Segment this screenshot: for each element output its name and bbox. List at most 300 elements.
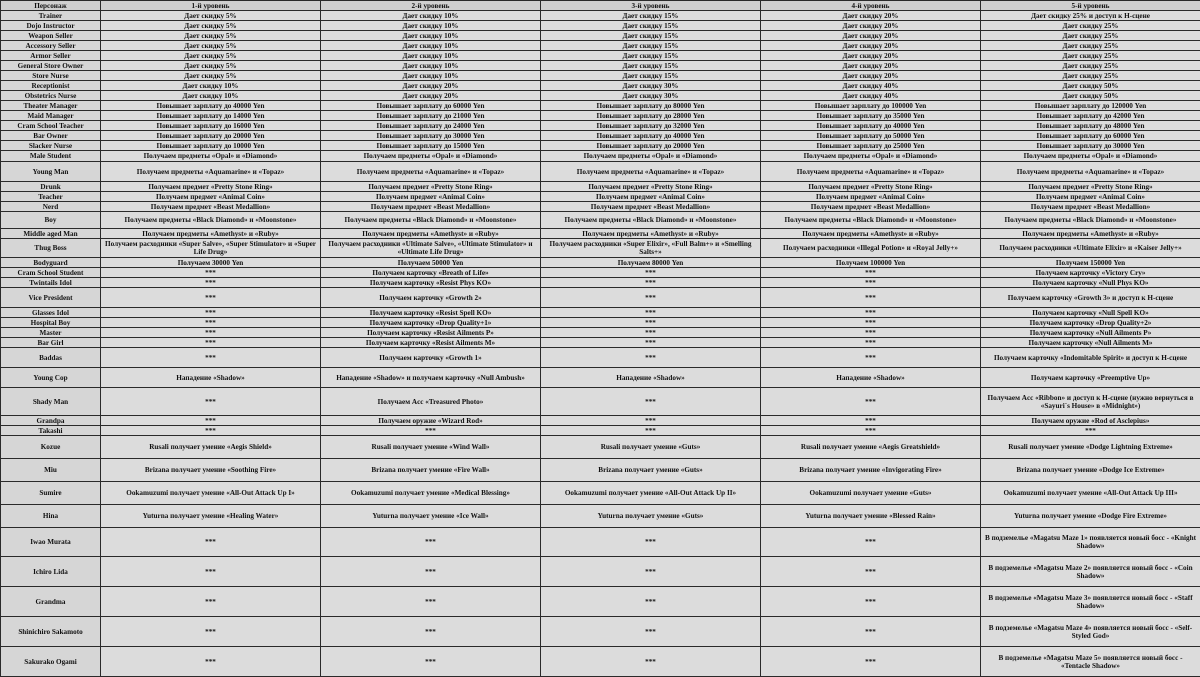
character-name: Young Man (1, 162, 101, 182)
level-1-cell: Rusali получает умение «Aegis Shield» (101, 436, 321, 459)
level-5-cell: Получаем карточку «Drop Quality+2» (981, 318, 1200, 328)
level-3-cell: Дает скидку 15% (541, 51, 761, 61)
table-row (1, 268, 1200, 278)
character-name: Grandpa (1, 416, 101, 426)
table-row (1, 482, 1200, 505)
level-4-cell: Повышает зарплату до 50000 Yen (761, 131, 981, 141)
table-row (1, 278, 1200, 288)
character-name: Thug Boss (1, 239, 101, 258)
level-2-cell: Получаем карточку «Breath of Life» (321, 268, 541, 278)
level-4-cell: Повышает зарплату до 25000 Yen (761, 141, 981, 151)
table-row (1, 162, 1200, 182)
level-4-cell: *** (761, 308, 981, 318)
character-name: Grandma (1, 587, 101, 617)
table-row (1, 81, 1200, 91)
level-2-cell: Нападение «Shadow» и получаем карточку «Null Ambush» (321, 368, 541, 388)
level-2-cell: Получаем предмет «Animal Coin» (321, 192, 541, 202)
character-name: Master (1, 328, 101, 338)
level-3-cell: Дает скидку 15% (541, 71, 761, 81)
table-row (1, 308, 1200, 318)
level-1-cell: Повышает зарплату до 40000 Yen (101, 101, 321, 111)
table-row (1, 338, 1200, 348)
level-5-cell: Brizana получает умение «Dodge Ice Extreme» (981, 459, 1200, 482)
level-4-cell: Повышает зарплату до 35000 Yen (761, 111, 981, 121)
level-3-cell: *** (541, 587, 761, 617)
level-2-cell: Получаем карточку «Resist Spell KO» (321, 308, 541, 318)
table-row (1, 557, 1200, 587)
character-name: Bar Girl (1, 338, 101, 348)
level-4-cell: *** (761, 328, 981, 338)
table-row (1, 239, 1200, 258)
level-1-cell: Нападение «Shadow» (101, 368, 321, 388)
character-name: Weapon Seller (1, 31, 101, 41)
level-3-cell: Получаем предмет «Animal Coin» (541, 192, 761, 202)
level-1-cell: Получаем предмет «Animal Coin» (101, 192, 321, 202)
level-5-cell: Повышает зарплату до 120000 Yen (981, 101, 1200, 111)
level-2-cell: Получаем карточку «Resist Ailments P» (321, 328, 541, 338)
table-row (1, 505, 1200, 528)
level-3-cell: *** (541, 557, 761, 587)
character-name: Iwao Murata (1, 528, 101, 557)
level-4-cell: Получаем предмет «Pretty Stone Ring» (761, 182, 981, 192)
character-name: Young Cop (1, 368, 101, 388)
table-row (1, 151, 1200, 162)
level-3-cell: *** (541, 388, 761, 416)
level-3-cell: *** (541, 338, 761, 348)
level-5-cell: Получаем расходники «Ultimate Elixir» и «Kaiser Jelly+» (981, 239, 1200, 258)
character-name: Obstetrics Nurse (1, 91, 101, 101)
level-5-cell: Получаем Acc «Ribbon» и доступ к Н-сцене (нужно вернуться в «Sayuri`s House» в «Midnight») (981, 388, 1200, 416)
character-name: Twintails Idol (1, 278, 101, 288)
level-1-cell: Дает скидку 5% (101, 51, 321, 61)
level-5-cell: Дает скидку 25% (981, 41, 1200, 51)
level-5-cell: Получаем предметы «Opal» и «Diamond» (981, 151, 1200, 162)
character-name: Trainer (1, 11, 101, 21)
level-1-cell: *** (101, 647, 321, 677)
level-2-cell: *** (321, 647, 541, 677)
level-1-cell: *** (101, 338, 321, 348)
level-1-cell: Повышает зарплату до 20000 Yen (101, 131, 321, 141)
level-3-cell: *** (541, 288, 761, 308)
level-5-cell: Получаем карточку «Growth 3» и доступ к Н-сцене (981, 288, 1200, 308)
level-4-cell: Дает скидку 20% (761, 61, 981, 71)
level-1-cell: Brizana получает умение «Soothing Fire» (101, 459, 321, 482)
character-name: Takashi (1, 426, 101, 436)
level-5-cell: Дает скидку 25% и доступ к Н-сцене (981, 11, 1200, 21)
character-name: Baddas (1, 348, 101, 368)
level-2-cell: Получаем карточку «Growth 1» (321, 348, 541, 368)
level-4-cell: Получаем расходники «Illegal Potion» и «Royal Jelly+» (761, 239, 981, 258)
character-name: Ichiro Lida (1, 557, 101, 587)
level-5-cell: Получаем 150000 Yen (981, 258, 1200, 268)
table-row (1, 436, 1200, 459)
level-3-cell: *** (541, 416, 761, 426)
level-3-cell: Дает скидку 15% (541, 61, 761, 71)
level-1-cell: Получаем расходники «Super Salve», «Super Stimulator» и «Super Life Drug» (101, 239, 321, 258)
level-3-cell: Повышает зарплату до 32000 Yen (541, 121, 761, 131)
header-character: Персонаж (1, 1, 101, 11)
level-5-cell: Получаем карточку «Null Spell KO» (981, 308, 1200, 318)
character-name: Bodyguard (1, 258, 101, 268)
level-1-cell: Получаем 30000 Yen (101, 258, 321, 268)
level-2-cell: Получаем 50000 Yen (321, 258, 541, 268)
level-1-cell: *** (101, 388, 321, 416)
table-row (1, 101, 1200, 111)
level-5-cell: Получаем предметы «Black Diamond» и «Moonstone» (981, 212, 1200, 229)
level-5-cell: *** (981, 426, 1200, 436)
level-1-cell: *** (101, 587, 321, 617)
header-level-4: 4-й уровень (761, 1, 981, 11)
level-4-cell: *** (761, 268, 981, 278)
level-3-cell: *** (541, 268, 761, 278)
character-name: Teacher (1, 192, 101, 202)
level-2-cell: Получаем карточку «Resist Ailments M» (321, 338, 541, 348)
level-5-cell: Дает скидку 25% (981, 51, 1200, 61)
level-1-cell: Дает скидку 10% (101, 91, 321, 101)
level-4-cell: *** (761, 557, 981, 587)
level-4-cell: Дает скидку 20% (761, 21, 981, 31)
level-3-cell: Ookamuzumi получает умение «All-Out Attack Up II» (541, 482, 761, 505)
level-3-cell: Нападение «Shadow» (541, 368, 761, 388)
level-5-cell: Дает скидку 50% (981, 91, 1200, 101)
character-name: Miu (1, 459, 101, 482)
level-5-cell: Получаем предмет «Pretty Stone Ring» (981, 182, 1200, 192)
level-2-cell: Получаем расходники «Ultimate Salve», «Ultimate Stimulator» и «Ultimate Life Drug» (321, 239, 541, 258)
level-5-cell: Rusali получает умение «Dodge Lightning Extreme» (981, 436, 1200, 459)
level-3-cell: Дает скидку 30% (541, 81, 761, 91)
character-name: Hina (1, 505, 101, 528)
level-3-cell: Дает скидку 15% (541, 41, 761, 51)
level-1-cell: Дает скидку 10% (101, 81, 321, 91)
level-2-cell: Дает скидку 10% (321, 71, 541, 81)
level-5-cell: В подземелье «Magatsu Maze 2» появляется новый босс - «Coin Shadow» (981, 557, 1200, 587)
character-name: Vice President (1, 288, 101, 308)
table-row (1, 182, 1200, 192)
level-2-cell: Повышает зарплату до 15000 Yen (321, 141, 541, 151)
table-row (1, 528, 1200, 557)
level-3-cell: Получаем предмет «Pretty Stone Ring» (541, 182, 761, 192)
level-2-cell: Получаем предметы «Black Diamond» и «Moonstone» (321, 212, 541, 229)
character-name: Armor Seller (1, 51, 101, 61)
level-5-cell: Ookamuzumi получает умение «All-Out Attack Up III» (981, 482, 1200, 505)
table-row (1, 587, 1200, 617)
level-4-cell: Ookamuzumi получает умение «Guts» (761, 482, 981, 505)
level-4-cell: Дает скидку 20% (761, 71, 981, 81)
level-2-cell: Получаем Acc «Treasured Photo» (321, 388, 541, 416)
header-level-1: 1-й уровень (101, 1, 321, 11)
level-1-cell: Yuturna получает умение «Healing Water» (101, 505, 321, 528)
character-name: Shady Man (1, 388, 101, 416)
level-3-cell: Дает скидку 15% (541, 31, 761, 41)
level-4-cell: Повышает зарплату до 40000 Yen (761, 121, 981, 131)
level-2-cell: *** (321, 426, 541, 436)
level-1-cell: *** (101, 278, 321, 288)
level-3-cell: *** (541, 348, 761, 368)
character-name: Middle aged Man (1, 229, 101, 239)
character-name: Maid Manager (1, 111, 101, 121)
level-3-cell: Yuturna получает умение «Guts» (541, 505, 761, 528)
level-4-cell: Дает скидку 40% (761, 81, 981, 91)
level-5-cell: Получаем предмет «Beast Medallion» (981, 202, 1200, 212)
level-3-cell: *** (541, 617, 761, 647)
character-name: Shinichiro Sakamoto (1, 617, 101, 647)
table-row (1, 131, 1200, 141)
level-4-cell: *** (761, 278, 981, 288)
level-2-cell: *** (321, 587, 541, 617)
table-row (1, 141, 1200, 151)
level-4-cell: Нападение «Shadow» (761, 368, 981, 388)
level-1-cell: Дает скидку 5% (101, 31, 321, 41)
level-3-cell: Дает скидку 15% (541, 11, 761, 21)
table-row (1, 288, 1200, 308)
level-1-cell: *** (101, 308, 321, 318)
level-4-cell: Дает скидку 20% (761, 11, 981, 21)
level-3-cell: *** (541, 328, 761, 338)
level-1-cell: Получаем предметы «Black Diamond» и «Moonstone» (101, 212, 321, 229)
level-5-cell: Yuturna получает умение «Dodge Fire Extreme» (981, 505, 1200, 528)
level-4-cell: *** (761, 416, 981, 426)
level-2-cell: Получаем оружие «Wizard Rod» (321, 416, 541, 426)
level-3-cell: Повышает зарплату до 20000 Yen (541, 141, 761, 151)
level-3-cell: Получаем расходники «Super Elixir», «Full Balm+» и «Smelling Salts+» (541, 239, 761, 258)
table-row (1, 111, 1200, 121)
level-1-cell: Дает скидку 5% (101, 11, 321, 21)
level-1-cell: *** (101, 617, 321, 647)
character-name: Sakurako Ogami (1, 647, 101, 677)
character-name: Male Student (1, 151, 101, 162)
level-1-cell: *** (101, 528, 321, 557)
level-1-cell: *** (101, 557, 321, 587)
level-4-cell: *** (761, 426, 981, 436)
level-1-cell: Повышает зарплату до 10000 Yen (101, 141, 321, 151)
character-name: General Store Owner (1, 61, 101, 71)
level-4-cell: Получаем предмет «Beast Medallion» (761, 202, 981, 212)
level-4-cell: Получаем предметы «Amethyst» и «Ruby» (761, 229, 981, 239)
level-2-cell: Получаем предметы «Opal» и «Diamond» (321, 151, 541, 162)
level-5-cell: Получаем карточку «Preemptive Up» (981, 368, 1200, 388)
table-row (1, 258, 1200, 268)
table-row (1, 31, 1200, 41)
header-level-3: 3-й уровень (541, 1, 761, 11)
level-5-cell: Дает скидку 50% (981, 81, 1200, 91)
character-name: Receptionist (1, 81, 101, 91)
character-name: Kozue (1, 436, 101, 459)
level-5-cell: Повышает зарплату до 30000 Yen (981, 141, 1200, 151)
table-row (1, 51, 1200, 61)
level-2-cell: Rusali получает умение «Wind Wall» (321, 436, 541, 459)
level-1-cell: Получаем предметы «Opal» и «Diamond» (101, 151, 321, 162)
level-3-cell: Дает скидку 15% (541, 21, 761, 31)
level-4-cell: *** (761, 617, 981, 647)
level-4-cell: Rusali получает умение «Aegis Greatshield» (761, 436, 981, 459)
level-4-cell: Yuturna получает умение «Blessed Rain» (761, 505, 981, 528)
character-name: Theater Manager (1, 101, 101, 111)
character-name: Nerd (1, 202, 101, 212)
level-4-cell: *** (761, 528, 981, 557)
character-name: Cram School Teacher (1, 121, 101, 131)
level-2-cell: *** (321, 617, 541, 647)
table-row (1, 91, 1200, 101)
level-1-cell: Ookamuzumi получает умение «All-Out Attack Up I» (101, 482, 321, 505)
character-name: Sumire (1, 482, 101, 505)
level-4-cell: Получаем предметы «Aquamarine» и «Topaz» (761, 162, 981, 182)
level-5-cell: Получаем предметы «Aquamarine» и «Topaz» (981, 162, 1200, 182)
level-5-cell: Получаем карточку «Victory Cry» (981, 268, 1200, 278)
header-level-2: 2-й уровень (321, 1, 541, 11)
table-body (1, 11, 1200, 677)
level-3-cell: Rusali получает умение «Guts» (541, 436, 761, 459)
level-4-cell: *** (761, 348, 981, 368)
level-2-cell: Получаем предметы «Aquamarine» и «Topaz» (321, 162, 541, 182)
level-5-cell: Получаем карточку «Null Ailments P» (981, 328, 1200, 338)
table-row (1, 459, 1200, 482)
level-4-cell: *** (761, 647, 981, 677)
level-2-cell: Повышает зарплату до 21000 Yen (321, 111, 541, 121)
level-5-cell: В подземелье «Magatsu Maze 3» появляется новый босс - «Staff Shadow» (981, 587, 1200, 617)
level-5-cell: Получаем оружие «Rod of Asclepius» (981, 416, 1200, 426)
character-name: Store Nurse (1, 71, 101, 81)
level-1-cell: Повышает зарплату до 14000 Yen (101, 111, 321, 121)
table-row (1, 121, 1200, 131)
level-5-cell: Получаем предметы «Amethyst» и «Ruby» (981, 229, 1200, 239)
level-2-cell: Дает скидку 10% (321, 11, 541, 21)
table-row (1, 318, 1200, 328)
level-5-cell: Повышает зарплату до 42000 Yen (981, 111, 1200, 121)
level-5-cell: Повышает зарплату до 48000 Yen (981, 121, 1200, 131)
level-1-cell: *** (101, 288, 321, 308)
table-row (1, 348, 1200, 368)
level-1-cell: Дает скидку 5% (101, 21, 321, 31)
table-row (1, 61, 1200, 71)
level-5-cell: Дает скидку 25% (981, 71, 1200, 81)
level-5-cell: Дает скидку 25% (981, 61, 1200, 71)
level-2-cell: Повышает зарплату до 60000 Yen (321, 101, 541, 111)
level-5-cell: Получаем карточку «Indomitable Spirit» и доступ к Н-сцене (981, 348, 1200, 368)
level-1-cell: *** (101, 268, 321, 278)
table-row (1, 202, 1200, 212)
level-4-cell: *** (761, 587, 981, 617)
level-5-cell: В подземелье «Magatsu Maze 5» появляется новый босс - «Tentacle Shadow» (981, 647, 1200, 677)
level-4-cell: *** (761, 388, 981, 416)
level-2-cell: Дает скидку 10% (321, 31, 541, 41)
table-row (1, 11, 1200, 21)
level-2-cell: Дает скидку 20% (321, 91, 541, 101)
table-row (1, 426, 1200, 436)
table-row (1, 212, 1200, 229)
table-row (1, 416, 1200, 426)
level-5-cell: Повышает зарплату до 60000 Yen (981, 131, 1200, 141)
level-3-cell: *** (541, 308, 761, 318)
table-row (1, 229, 1200, 239)
level-4-cell: *** (761, 288, 981, 308)
level-1-cell: *** (101, 416, 321, 426)
level-4-cell: Получаем предмет «Animal Coin» (761, 192, 981, 202)
level-1-cell: Получаем предмет «Beast Medallion» (101, 202, 321, 212)
character-name: Glasses Idol (1, 308, 101, 318)
header-row (1, 1, 1200, 11)
level-3-cell: *** (541, 318, 761, 328)
level-3-cell: Повышает зарплату до 28000 Yen (541, 111, 761, 121)
character-name: Boy (1, 212, 101, 229)
level-3-cell: Brizana получает умение «Guts» (541, 459, 761, 482)
level-2-cell: Yuturna получает умение «Ice Wall» (321, 505, 541, 528)
level-2-cell: Повышает зарплату до 24000 Yen (321, 121, 541, 131)
level-5-cell: В подземелье «Magatsu Maze 4» появляется новый босс - «Self-Styled God» (981, 617, 1200, 647)
table-row (1, 388, 1200, 416)
level-2-cell: Получаем предмет «Beast Medallion» (321, 202, 541, 212)
table-row (1, 192, 1200, 202)
table-row (1, 41, 1200, 51)
level-5-cell: Дает скидку 25% (981, 21, 1200, 31)
level-3-cell: Получаем предмет «Beast Medallion» (541, 202, 761, 212)
level-4-cell: Дает скидку 20% (761, 31, 981, 41)
level-4-cell: Дает скидку 40% (761, 91, 981, 101)
level-2-cell: Получаем карточку «Growth 2» (321, 288, 541, 308)
level-3-cell: Дает скидку 30% (541, 91, 761, 101)
level-2-cell: Brizana получает умение «Fire Wall» (321, 459, 541, 482)
level-2-cell: *** (321, 528, 541, 557)
level-1-cell: Дает скидку 5% (101, 41, 321, 51)
level-5-cell: Дает скидку 25% (981, 31, 1200, 41)
level-1-cell: *** (101, 348, 321, 368)
level-4-cell: Получаем предметы «Black Diamond» и «Moonstone» (761, 212, 981, 229)
level-3-cell: Получаем 80000 Yen (541, 258, 761, 268)
level-5-cell: Получаем предмет «Animal Coin» (981, 192, 1200, 202)
character-name: Dojo Instructor (1, 21, 101, 31)
level-4-cell: Дает скидку 20% (761, 41, 981, 51)
character-name: Hospital Boy (1, 318, 101, 328)
level-3-cell: *** (541, 528, 761, 557)
level-1-cell: *** (101, 328, 321, 338)
level-2-cell: Дает скидку 10% (321, 41, 541, 51)
table-row (1, 71, 1200, 81)
level-2-cell: Получаем предмет «Pretty Stone Ring» (321, 182, 541, 192)
character-name: Cram School Student (1, 268, 101, 278)
level-2-cell: Дает скидку 10% (321, 21, 541, 31)
level-4-cell: Brizana получает умение «Invigorating Fire» (761, 459, 981, 482)
level-3-cell: Получаем предметы «Aquamarine» и «Topaz» (541, 162, 761, 182)
level-2-cell: Получаем предметы «Amethyst» и «Ruby» (321, 229, 541, 239)
level-3-cell: *** (541, 426, 761, 436)
level-1-cell: *** (101, 318, 321, 328)
level-3-cell: Получаем предметы «Amethyst» и «Ruby» (541, 229, 761, 239)
level-1-cell: Получаем предметы «Amethyst» и «Ruby» (101, 229, 321, 239)
level-5-cell: Получаем карточку «Null Ailments M» (981, 338, 1200, 348)
level-2-cell: *** (321, 557, 541, 587)
level-1-cell: Получаем предметы «Aquamarine» и «Topaz» (101, 162, 321, 182)
level-2-cell: Получаем карточку «Resist Phys KO» (321, 278, 541, 288)
level-1-cell: Повышает зарплату до 16000 Yen (101, 121, 321, 131)
level-1-cell: *** (101, 426, 321, 436)
level-4-cell: Получаем 100000 Yen (761, 258, 981, 268)
level-3-cell: *** (541, 278, 761, 288)
level-5-cell: В подземелье «Magatsu Maze 1» появляется новый босс - «Knight Shadow» (981, 528, 1200, 557)
level-2-cell: Ookamuzumi получает умение «Medical Blessing» (321, 482, 541, 505)
level-2-cell: Дает скидку 10% (321, 51, 541, 61)
level-2-cell: Повышает зарплату до 30000 Yen (321, 131, 541, 141)
character-name: Slacker Nurse (1, 141, 101, 151)
level-3-cell: Получаем предметы «Black Diamond» и «Moonstone» (541, 212, 761, 229)
level-2-cell: Дает скидку 10% (321, 61, 541, 71)
level-5-cell: Получаем карточку «Null Phys KO» (981, 278, 1200, 288)
character-name: Drunk (1, 182, 101, 192)
level-1-cell: Дает скидку 5% (101, 61, 321, 71)
character-name: Accessory Seller (1, 41, 101, 51)
level-1-cell: Дает скидку 5% (101, 71, 321, 81)
level-3-cell: Получаем предметы «Opal» и «Diamond» (541, 151, 761, 162)
level-4-cell: Дает скидку 20% (761, 51, 981, 61)
table-row (1, 647, 1200, 677)
